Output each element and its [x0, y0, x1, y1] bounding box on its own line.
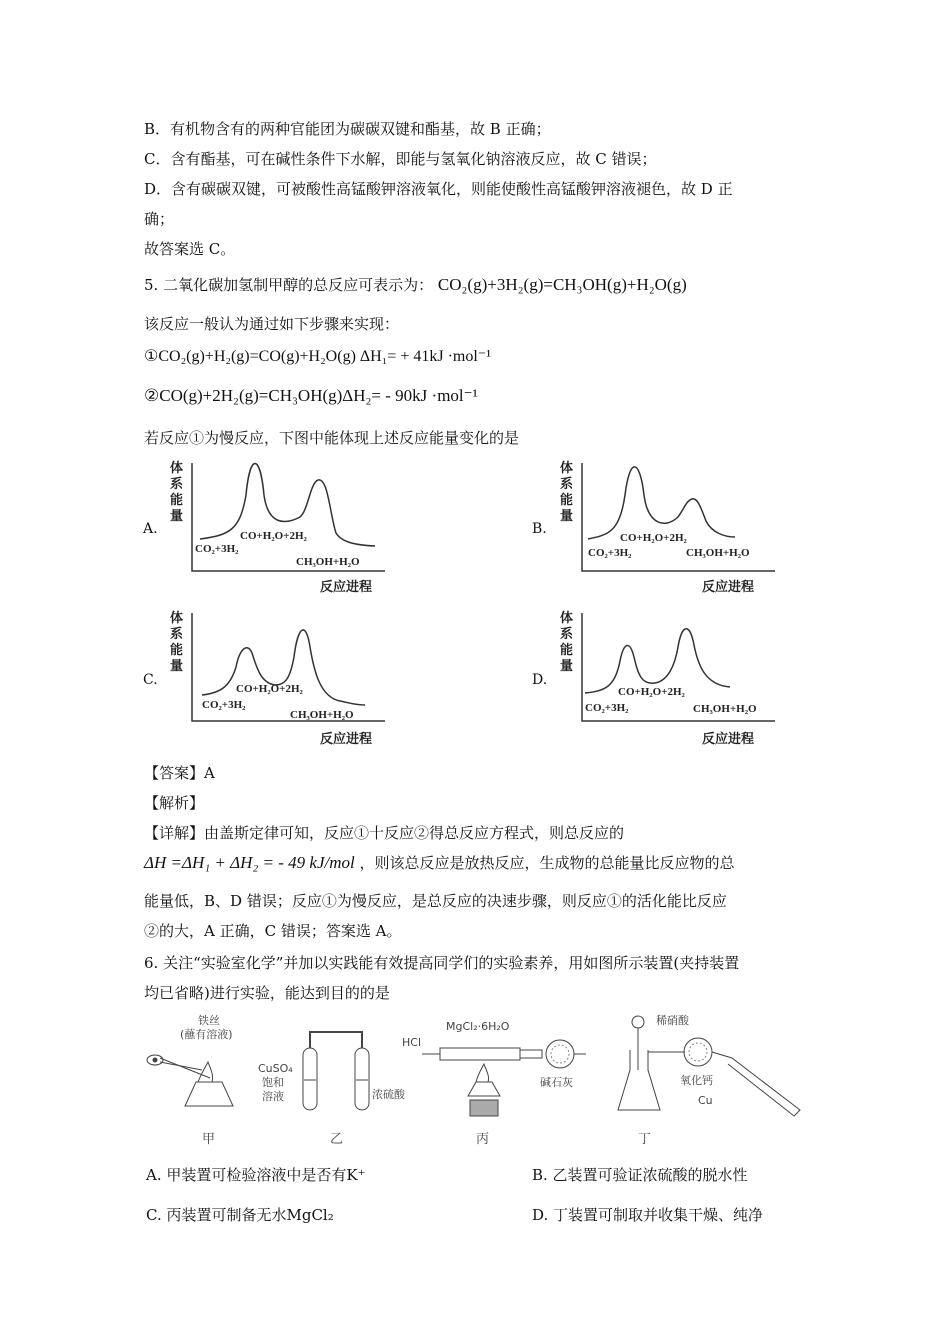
reactants-label: CO₂+3H₂ — [202, 699, 246, 711]
jia-label-top: 铁丝 — [198, 1014, 220, 1027]
energy-chart-c — [140, 605, 390, 754]
q5-intro — [144, 274, 687, 295]
q5-intro-text: 5. 二氧化碳加氢制甲醇的总反应可表示为： — [144, 276, 434, 294]
intermediate-label: CO+H₂O+2H₂ — [240, 530, 307, 542]
jia-label-sub: (蘸有溶液) — [180, 1028, 233, 1041]
x-label: 反应进程 — [320, 580, 373, 595]
y-label-3: 能 — [560, 493, 574, 508]
detail-line-2 — [144, 852, 735, 873]
products-label: CH₃OH+H₂O — [290, 709, 354, 721]
y-label-2: 系 — [560, 477, 574, 492]
apparatus-ding — [618, 1013, 800, 1147]
option-d-explanation: D．含有碳碳双键，可被酸性高锰酸钾溶液氧化，则能使酸性高锰酸钾溶液褪色，故 D 正 — [144, 180, 733, 198]
intermediate-label: CO+H₂O+2H₂ — [618, 686, 685, 698]
y-label-2: 系 — [560, 627, 574, 642]
ding-cu-label: Cu — [698, 1094, 713, 1107]
q5-question: 若反应①为慢反应，下图中能体现上述反应能量变化的是 — [144, 429, 520, 447]
chart-b-letter: B. — [532, 521, 547, 537]
bing-salt-label: MgCl₂·6H₂O — [446, 1020, 510, 1033]
step2-equation: ②CO(g)+2H₂(g)=CH₃OH(g)ΔH₂= - 90kJ ·mol⁻¹ — [144, 386, 478, 405]
ding-cao-label: 氧化钙 — [680, 1074, 713, 1087]
option-a: A. 甲装置可检验溶液中是否有K⁺ — [146, 1166, 366, 1184]
energy-chart-a — [140, 455, 390, 604]
apparatus-jia — [147, 1013, 233, 1147]
jia-name: 甲 — [202, 1132, 216, 1147]
analysis-label: 【解析】 — [144, 794, 205, 812]
apparatus-yi — [258, 1032, 406, 1147]
option-c: C. 丙装置可制备无水MgCl₂ — [146, 1206, 334, 1224]
y-label-4: 量 — [170, 509, 184, 524]
y-label-4: 量 — [170, 659, 184, 674]
yi-label-right: 浓硫酸 — [372, 1088, 405, 1101]
y-label-1: 体 — [170, 461, 184, 476]
energy-chart-b — [530, 455, 780, 604]
option-d-explanation-cont: 确； — [144, 210, 175, 228]
yi-label-3: 溶液 — [262, 1090, 284, 1103]
option-b: B. 乙装置可验证浓硫酸的脱水性 — [532, 1166, 748, 1184]
detail-line-4: ②的大，A 正确，C 错误；答案选 A。 — [144, 922, 402, 940]
yi-label-2: 饱和 — [262, 1076, 284, 1089]
q6-line-2: 均已省略)进行实验，能达到目的的是 — [144, 984, 390, 1002]
ding-name: 丁 — [638, 1132, 652, 1147]
q6-line-1: 6. 关注“实验室化学”并加以实践能有效提高同学们的实验素养，用如图所示装置(夹持装置 — [144, 954, 740, 972]
apparatus-bing — [402, 1020, 586, 1147]
option-d: D. 丁装置可制取并收集干燥、纯净 — [532, 1206, 764, 1224]
intermediate-label: CO+H₂O+2H₂ — [620, 532, 687, 544]
detail-line-1: 【详解】由盖斯定律可知，反应①十反应②得总反应方程式，则总反应的 — [144, 824, 625, 842]
q5-steps-intro: 该反应一般认为通过如下步骤来实现： — [144, 315, 400, 333]
bing-name: 丙 — [476, 1132, 490, 1147]
apparatus-figure — [140, 1010, 810, 1154]
products-label: CH₃OH+H₂O — [686, 547, 750, 559]
y-label-3: 能 — [170, 643, 184, 658]
yi-name: 乙 — [330, 1132, 344, 1147]
y-label-1: 体 — [170, 611, 184, 626]
reactants-label: CO₂+3H₂ — [585, 702, 629, 714]
y-label-1: 体 — [560, 461, 574, 476]
option-b-explanation: B．有机物含有的两种官能团为碳碳双键和酯基，故 B 正确； — [144, 120, 551, 138]
bing-lime-label: 碱石灰 — [540, 1076, 573, 1089]
option-c-explanation: C．含有酯基，可在碱性条件下水解，即能与氢氧化钠溶液反应，故 C 错误； — [144, 150, 657, 168]
answer-label: 【答案】A — [144, 764, 215, 782]
total-enthalpy: ΔH =ΔH₁ + ΔH₂ = - 49 kJ/mol — [144, 853, 355, 872]
intermediate-label: CO+H₂O+2H₂ — [236, 683, 303, 695]
y-label-3: 能 — [170, 493, 184, 508]
detail-line-3: 能量低，B、D 错误；反应①为慢反应，是总反应的决速步骤，则反应①的活化能比反应 — [144, 892, 727, 910]
energy-curve — [585, 629, 730, 693]
y-label-4: 量 — [560, 659, 574, 674]
yi-label-1: CuSO₄ — [258, 1062, 293, 1075]
chart-d-letter: D. — [532, 672, 548, 688]
products-label: CH₃OH+H₂O — [693, 703, 757, 715]
x-label: 反应进程 — [320, 732, 373, 747]
step1-equation: ①CO₂(g)+H₂(g)=CO(g)+H₂O(g) ΔH₁= + 41kJ ·mol⁻¹ — [144, 348, 492, 365]
y-label-4: 量 — [560, 509, 574, 524]
y-label-3: 能 — [560, 643, 574, 658]
products-label: CH₃OH+H₂O — [296, 556, 360, 568]
energy-chart-d — [530, 605, 780, 754]
bing-hcl-label: HCl — [402, 1036, 422, 1049]
y-label-2: 系 — [170, 477, 184, 492]
x-label: 反应进程 — [702, 580, 755, 595]
chart-a-letter: A. — [143, 521, 158, 537]
y-label-2: 系 — [170, 627, 184, 642]
ding-acid-label: 稀硝酸 — [656, 1014, 689, 1027]
detail-line-2-text: ，则该总反应是放热反应，生成物的总能量比反应物的总 — [359, 854, 735, 872]
overall-equation: CO₂(g)+3H₂(g)=CH₃OH(g)+H₂O(g) — [437, 275, 687, 294]
y-label-1: 体 — [560, 611, 574, 626]
reactants-label: CO₂+3H₂ — [195, 543, 239, 555]
reactants-label: CO₂+3H₂ — [588, 547, 632, 559]
chart-c-letter: C. — [143, 672, 158, 688]
energy-curve — [588, 467, 735, 539]
previous-answer: 故答案选 C。 — [144, 240, 236, 258]
x-label: 反应进程 — [702, 732, 755, 747]
